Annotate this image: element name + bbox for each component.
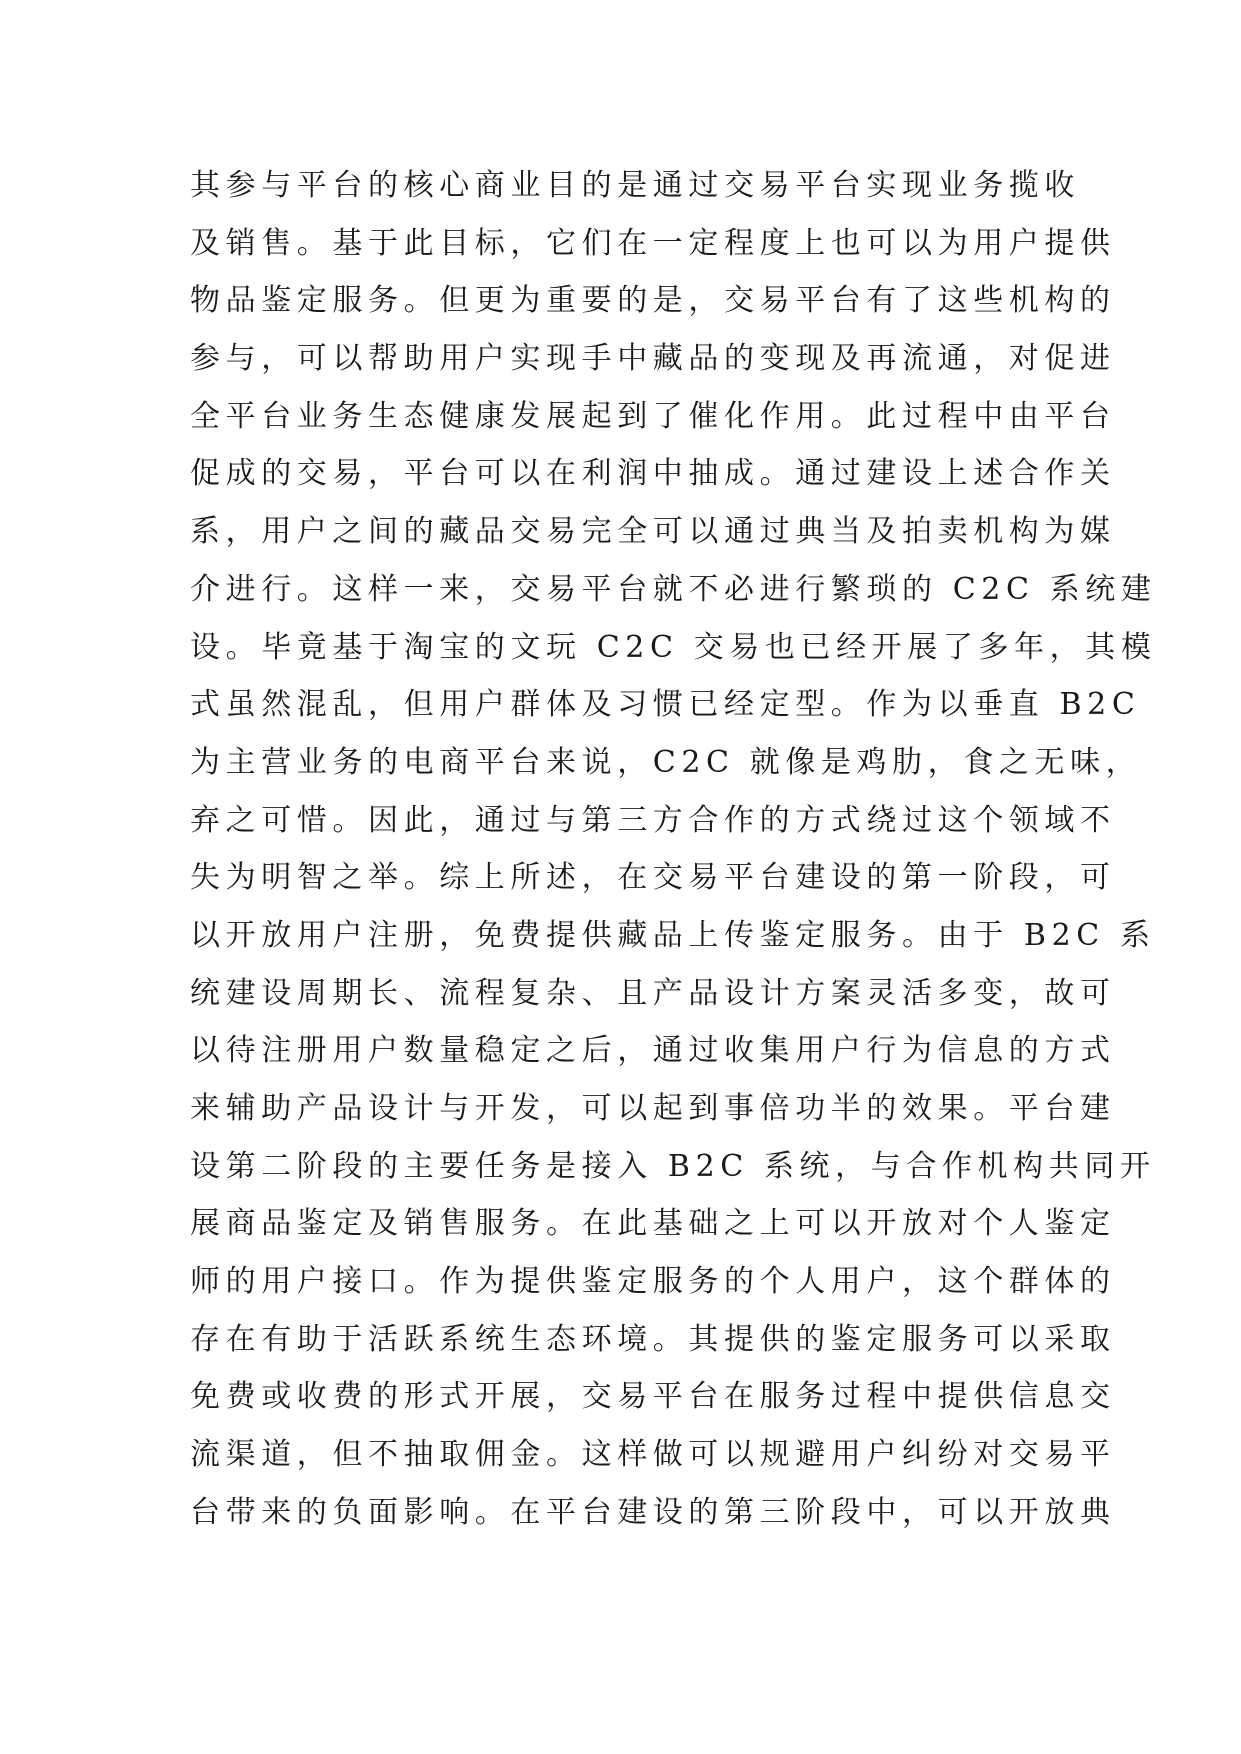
text-line: 流渠道，但不抽取佣金。这样做可以规避用户纠纷对交易平 bbox=[190, 1437, 1116, 1473]
text-line: 其参与平台的核心商业目的是通过交易平台实现业务揽收 bbox=[190, 168, 1080, 203]
text-line: 以待注册用户数量稳定之后，通过收集用户行为信息的方式 bbox=[190, 1033, 1116, 1069]
text-line: 参与，可以帮助用户实现手中藏品的变现及再流通，对促进 bbox=[190, 341, 1116, 377]
body-paragraph bbox=[190, 157, 1157, 1542]
text-line: 介进行。这样一来，交易平台就不必进行繁琐的 C2C 系统建 bbox=[190, 571, 1157, 607]
text-line: 师的用户接口。作为提供鉴定服务的个人用户，这个群体的 bbox=[190, 1264, 1116, 1300]
text-line: 设。毕竟基于淘宝的文玩 C2C 交易也已经开展了多年，其模 bbox=[190, 629, 1157, 665]
text-line: 失为明智之举。综上所述，在交易平台建设的第一阶段，可 bbox=[190, 860, 1116, 896]
text-line: 促成的交易，平台可以在利润中抽成。通过建设上述合作关 bbox=[190, 456, 1116, 492]
text-line: 以开放用户注册，免费提供藏品上传鉴定服务。由于 B2C 系 bbox=[190, 917, 1156, 953]
text-line: 式虽然混乱，但用户群体及习惯已经定型。作为以垂直 B2C bbox=[190, 687, 1141, 723]
text-line: 全平台业务生态健康发展起到了催化作用。此过程中由平台 bbox=[190, 398, 1116, 434]
text-line: 系，用户之间的藏品交易完全可以通过典当及拍卖机构为媒 bbox=[190, 514, 1116, 550]
text-line: 来辅助产品设计与开发，可以起到事倍功半的效果。平台建 bbox=[190, 1091, 1116, 1126]
text-line: 弃之可惜。因此，通过与第三方合作的方式绕过这个领域不 bbox=[190, 802, 1116, 838]
text-line: 台带来的负面影响。在平台建设的第三阶段中，可以开放典 bbox=[190, 1494, 1116, 1530]
text-line: 及销售。基于此目标，它们在一定程度上也可以为用户提供 bbox=[190, 225, 1116, 261]
text-line: 设第二阶段的主要任务是接入 B2C 系统，与合作机构共同开 bbox=[190, 1148, 1156, 1184]
text-line: 为主营业务的电商平台来说，C2C 就像是鸡肋，食之无味， bbox=[190, 744, 1142, 780]
text-line: 物品鉴定服务。但更为重要的是，交易平台有了这些机构的 bbox=[190, 283, 1116, 319]
text-line: 免费或收费的形式开展，交易平台在服务过程中提供信息交 bbox=[190, 1379, 1116, 1415]
text-line: 统建设周期长、流程复杂、且产品设计方案灵活多变，故可 bbox=[190, 975, 1116, 1011]
text-line: 展商品鉴定及销售服务。在此基础之上可以开放对个人鉴定 bbox=[190, 1206, 1116, 1242]
text-line: 存在有助于活跃系统生态环境。其提供的鉴定服务可以采取 bbox=[190, 1321, 1116, 1357]
